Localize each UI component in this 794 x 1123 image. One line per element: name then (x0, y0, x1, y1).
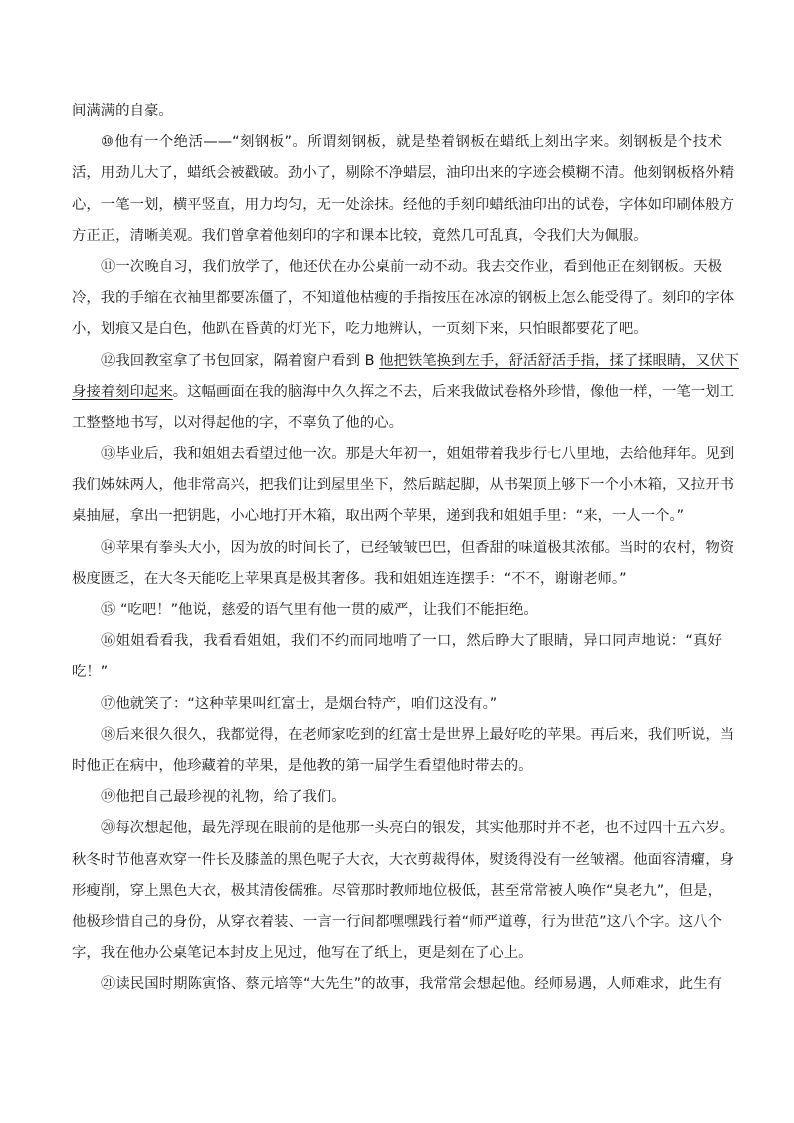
paragraph-line: 间满满的自豪。 (72, 103, 173, 119)
paragraph-line (72, 377, 734, 408)
paragraph-line: 时他正在病中，他珍藏着的苹果，是他教的第一届学生看望他时带去的。 (72, 757, 533, 774)
paragraph-line: 秋冬时节他喜欢穿一件长及膝盖的黑色呢子大衣，大衣剪裁得体，熨烫得没有一丝皱褶。他面容清癯，身 (72, 851, 734, 868)
paragraph-line: ⑩他有一个绝活——“刻钢板”。所谓刻钢板，就是垫着钢板在蜡纸上刻出字来。刻钢板是个技术 (101, 134, 722, 151)
paragraph-line: ㉑读民国时期陈寅恪、蔡元培等“大先生”的故事，我常常会想起他。经师易遇，人师难求，此生有 (101, 976, 722, 993)
paragraph-line: ⑳每次想起他，最先浮现在眼前的是他那一头亮白的银发，其实他那时并不老，也不过四十五六岁。 (101, 820, 735, 837)
paragraph-line: 工整整地书写，以对得起他的字，不辜负了他的心。 (72, 414, 403, 431)
paragraph-text: ⑫我回教室拿了书包回家，隔着窗户看到 B (101, 352, 380, 369)
paragraph-line: 心，一笔一划，横平竖直，用力均匀，无一处涂抹。经他的手刻印蜡纸油印出的试卷，字体如印刷体般方 (72, 196, 734, 213)
paragraph-line: 桌抽屉，拿出一把钥匙，小心地打开木箱，取出两个苹果，递到我和姐姐手里：“来，一人一个。” (72, 508, 685, 525)
paragraph-line: 字，我在他办公桌笔记本封皮上见过，他写在了纸上，更是刻在了心上。 (72, 945, 533, 962)
underlined-passage-b-continued: 身接着刻印起来 (72, 383, 173, 400)
paragraph-line: 冷，我的手缩在衣袖里都要冻僵了，不知道他枯瘦的手指按压在冰凉的钢板上怎么能受得了。刻印的字体 (72, 290, 734, 307)
paragraph-line: ⑮ “吃吧！”他说，慈爱的语气里有他一贯的威严，让我们不能拒绝。 (101, 602, 538, 618)
paragraph-line: ⑰他就笑了：“这种苹果叫红富士，是烟台特产，咱们这没有。” (101, 695, 498, 712)
paragraph-line: ⑯姐姐看看我，我看看姐姐，我们不约而同地啃了一口，然后睁大了眼睛，异口同声地说：“真好 (101, 633, 722, 650)
paragraph-line: ⑲他把自己最珍视的礼物，给了我们。 (101, 789, 346, 806)
paragraph-line: 他极珍惜自己的身份，从穿衣着装、一言一行间都嘿嘿践行着“师严道尊，行为世范”这八个字。这八个 (72, 913, 722, 930)
paragraph-line: 方正正，清晰美观。我们曾拿着他刻印的字和课本比较，竟然几可乱真，令我们大为佩服。 (72, 227, 648, 244)
paragraph-line: ⑪一次晚自习，我们放学了，他还伏在办公桌前一动不动。我去交作业，看到他正在刻钢板。天极 (101, 258, 722, 275)
paragraph-text: 。这幅画面在我的脑海中久久挥之不去，后来我做试卷格外珍惜，像他一样，一笔一划工 (172, 383, 734, 400)
paragraph-line: ⑱后来很久很久，我都觉得，在老师家吃到的红富士是世界上最好吃的苹果。再后来，我们听说，当 (101, 726, 735, 743)
paragraph-line: 活，用劲儿大了，蜡纸会被戳破。劲小了，剔除不净蜡层，油印出来的字迹会模糊不清。他刻钢板格外精 (72, 165, 734, 182)
paragraph-line: ⑬毕业后，我和姐姐去看望过他一次。那是大年初一，姐姐带着我步行七八里地，去给他拜年。见到 (101, 446, 735, 463)
paragraph-line: ⑭苹果有拳头大小，因为放的时间长了，已经皱皱巴巴，但香甜的味道极其浓郁。当时的农村，物资 (101, 539, 735, 556)
paragraph-line: 极度匮乏，在大冬天能吃上苹果真是极其奢侈。我和姐姐连连摆手：“不不，谢谢老师。” (72, 570, 627, 587)
paragraph-line: 小，划痕又是白色，他趴在昏黄的灯光下，吃力地辨认，一页刻下来，只怕眼都要花了吧。 (72, 321, 648, 338)
paragraph-line: 吃！” (72, 664, 109, 681)
paragraph-line: 形瘦削，穿上黑色大衣，极其清俊儒雅。尽管那时教师地位极低，甚至常常被人唤作“臭老九”，但是， (72, 882, 722, 899)
document-page (72, 96, 739, 1000)
underlined-passage-b: 他把铁笔换到左手，舒活舒活手指，揉了揉眼睛，又伏下 (379, 352, 739, 369)
paragraph-line: 我们姊妹两人，他非常高兴，把我们让到屋里坐下，然后踮起脚，从书架顶上够下一个小木箱，又拉开书 (72, 477, 734, 494)
paragraph-line (72, 346, 739, 377)
